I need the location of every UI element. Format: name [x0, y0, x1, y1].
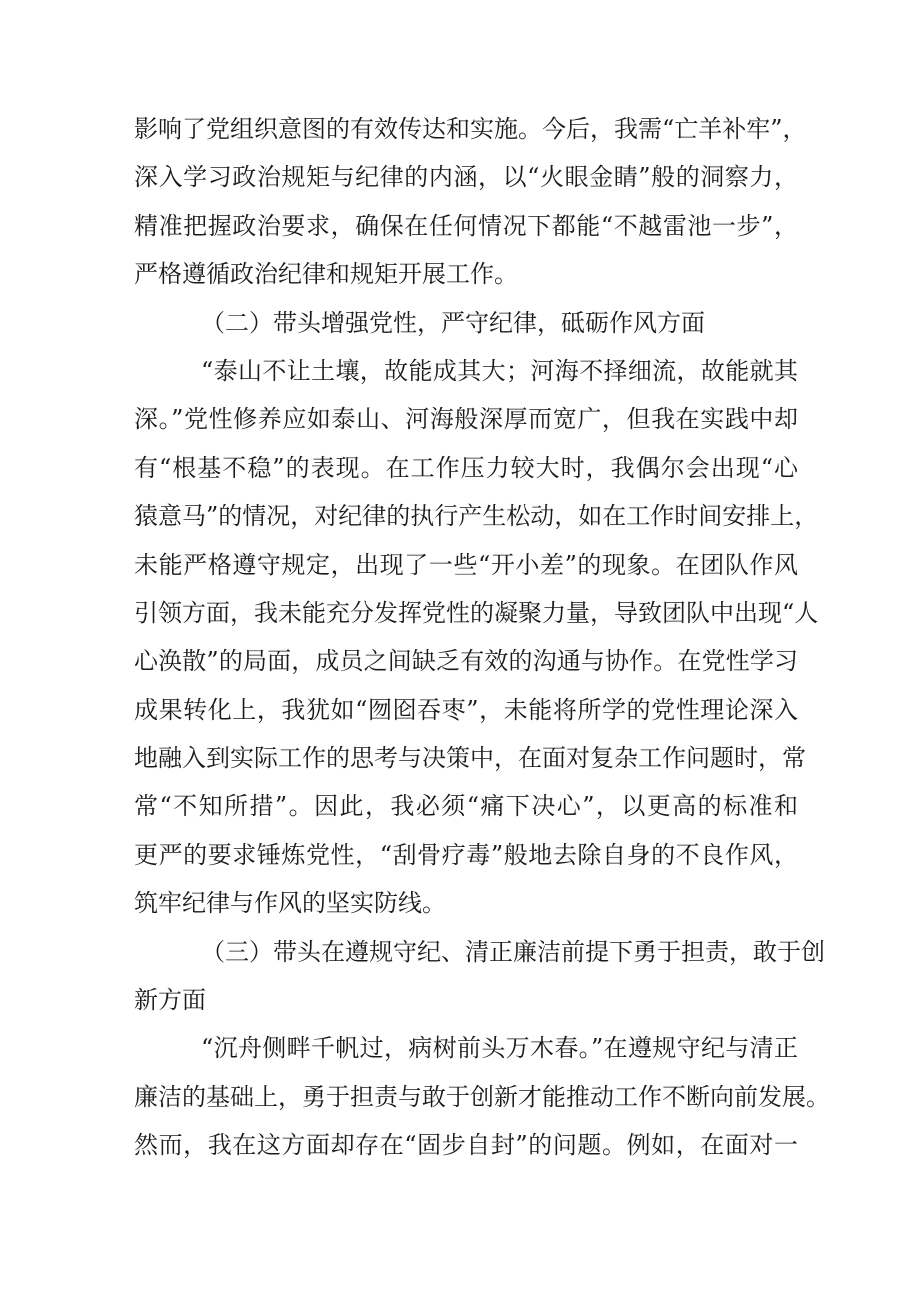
paragraph-line: 有“根基不稳”的表现。在工作压力较大时，我偶尔会出现“心: [134, 453, 798, 482]
paragraph-line: 影响了党组织意图的有效传达和实施。今后，我需“亡羊补牢”，: [134, 115, 807, 143]
paragraph-line: 精准把握政治要求，确保在任何情况下都能“不越雷池一步”，: [134, 211, 798, 240]
paragraph-line: 成果转化上，我犹如“囫囵吞枣”，未能将所学的党性理论深入: [134, 695, 798, 724]
paragraph-line: 严格遵循政治纪律和规矩开展工作。: [134, 260, 518, 289]
paragraph-line: “泰山不让土壤，故能成其大；河海不择细流，故能就其: [201, 356, 798, 385]
paragraph-line: 常“不知所措”。因此，我必须“痛下决心”，以更高的标准和: [134, 792, 798, 821]
paragraph-line: 更严的要求锤炼党性，“刮骨疗毒”般地去除自身的不良作风，: [134, 840, 798, 869]
paragraph-line: 引领方面，我未能充分发挥党性的凝聚力量，导致团队中出现“人: [134, 598, 819, 627]
section-heading-2: （二）带头增强党性，严守纪律，砥砺作风方面: [201, 308, 705, 337]
section-heading-3: （三）带头在遵规守纪、清正廉洁前提下勇于担责，敢于创: [201, 937, 825, 966]
paragraph-line: 未能严格遵守规定，出现了一些“开小差”的现象。在团队作风: [134, 550, 798, 579]
paragraph-line: 廉洁的基础上，勇于担责与敢于创新才能推动工作不断向前发展。: [134, 1082, 830, 1111]
paragraph-line: 心涣散”的局面，成员之间缺乏有效的沟通与协作。在党性学习: [134, 647, 798, 676]
paragraph-line: “沉舟侧畔千帆过，病树前头万木春。”在遵规守纪与清正: [201, 1034, 798, 1063]
document-body: [134, 105, 830, 1170]
paragraph-line: 深入学习政治规矩与纪律的内涵，以“火眼金睛”般的洞察力，: [134, 163, 798, 192]
paragraph-line: 猿意马”的情况，对纪律的执行产生松动，如在工作时间安排上，: [134, 502, 819, 531]
paragraph-line: 地融入到实际工作的思考与决策中，在面对复杂工作问题时，常: [134, 744, 806, 773]
section-heading-3-continued: 新方面: [134, 986, 206, 1015]
paragraph-line: 筑牢纪律与作风的坚实防线。: [134, 889, 446, 918]
paragraph-line: 然而，我在这方面却存在“固步自封”的问题。例如，在面对一: [134, 1131, 798, 1160]
paragraph-line: 深。”党性修养应如泰山、河海般深厚而宽广，但我在实践中却: [134, 405, 798, 434]
